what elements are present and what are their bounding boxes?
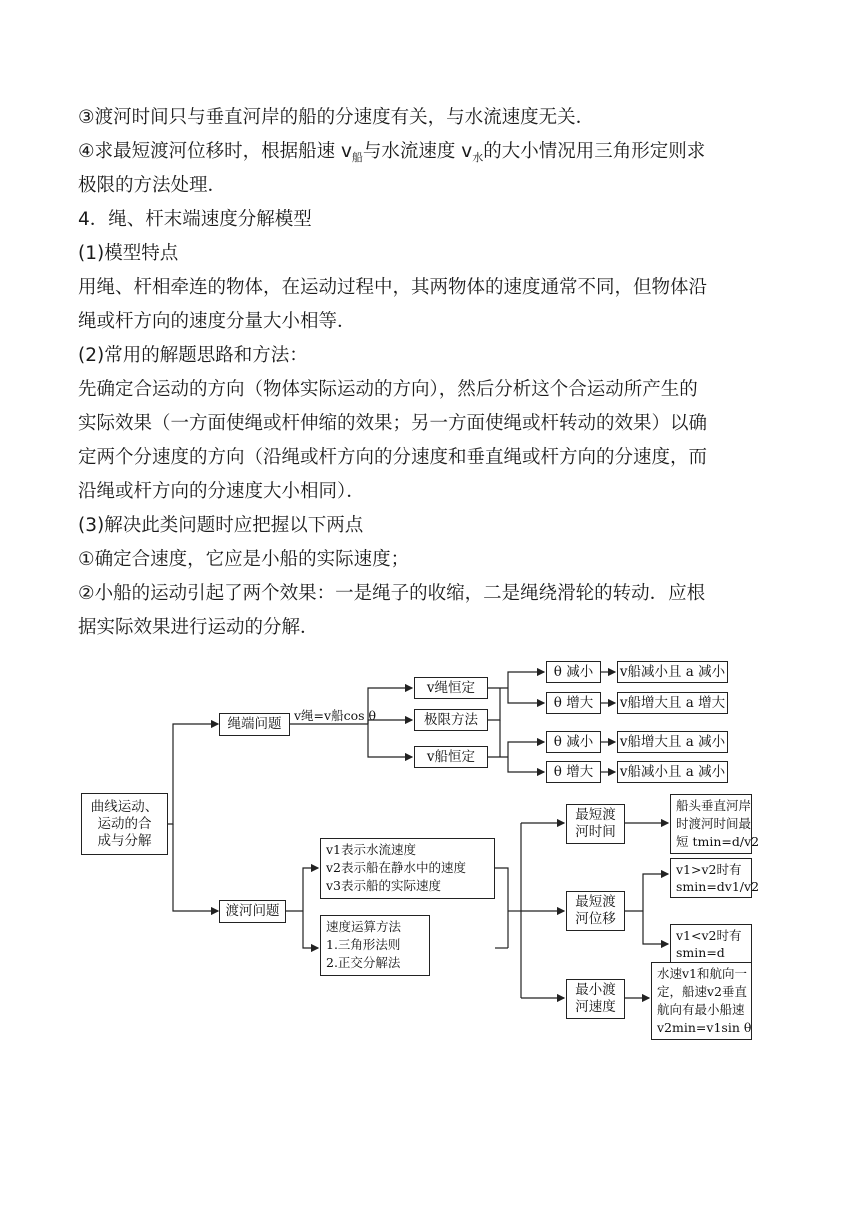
rope-formula: v绳=v船cos θ xyxy=(294,708,377,723)
result-label: v船增大且 a 增大 xyxy=(619,694,726,711)
root-line: 运动的合 xyxy=(97,815,152,832)
condition-node xyxy=(546,761,601,783)
method-line: 2.正交分解法 xyxy=(326,955,401,970)
case2-line: v1<v2时有 xyxy=(676,928,742,943)
def-line: v1表示水流速度 xyxy=(326,842,417,857)
root-node xyxy=(81,793,168,855)
condition-label: θ 减小 xyxy=(553,733,594,750)
text-fragment: ④求最短渡河位移时，根据船速 v xyxy=(78,141,352,162)
velocity-defs-node xyxy=(320,838,495,899)
result-node xyxy=(617,661,728,683)
case2-line: smin=d xyxy=(676,945,725,960)
section-heading: 4．绳、杆末端速度分解模型 xyxy=(78,209,312,230)
min-speed-desc-line: 水速v1和航向一 xyxy=(657,966,748,981)
result-node xyxy=(617,692,728,714)
text-line: 实际效果（一方面使绳或杆伸缩的效果；另一方面使绳或杆转动的效果）以确 xyxy=(78,413,708,434)
result-node xyxy=(617,731,728,753)
river-problem-node xyxy=(219,900,286,923)
min-speed-label: 河速度 xyxy=(575,999,616,1015)
result-node xyxy=(617,761,728,783)
def-line: v2表示船在静水中的速度 xyxy=(326,860,467,875)
rope-const-node xyxy=(414,677,488,699)
def-line: v3表示船的实际速度 xyxy=(326,878,442,893)
min-speed-desc-line: 航向有最小船速 xyxy=(657,1002,745,1017)
text-line: 沿绳或杆方向的分速度大小相同）． xyxy=(78,481,365,502)
min-disp-label: 最短渡 xyxy=(575,894,616,910)
result-label: v船减小且 a 减小 xyxy=(619,763,726,780)
text-line: 据实际效果进行运动的分解． xyxy=(78,617,319,638)
min-speed-desc-node xyxy=(651,962,752,1040)
limit-method-node xyxy=(414,709,488,731)
text-line: 极限的方法处理． xyxy=(78,175,227,196)
condition-node xyxy=(546,731,601,753)
condition-label: θ 增大 xyxy=(553,694,594,711)
min-time-desc-node xyxy=(670,794,760,854)
body-text xyxy=(78,101,778,645)
result-label: v船增大且 a 减小 xyxy=(619,733,726,750)
rope-const-label: v绳恒定 xyxy=(426,679,476,696)
method-node xyxy=(320,915,430,976)
min-time-desc-line: 船头垂直河岸 xyxy=(676,798,752,813)
result-label: v船减小且 a 减小 xyxy=(619,663,726,680)
text-fragment: 的大小情况用三角形定则求 xyxy=(483,141,706,162)
method-line: 速度运算方法 xyxy=(326,919,402,934)
min-time-label: 河时间 xyxy=(575,824,616,840)
root-line: 曲线运动、 xyxy=(90,798,159,815)
text-line: ①确定合速度，它应是小船的实际速度； xyxy=(78,549,410,570)
text-line: 定两个分速度的方向（沿绳或杆方向的分速度和垂直绳或杆方向的分速度，而 xyxy=(78,447,708,468)
min-speed-desc-line: v2min=v1sin θ xyxy=(657,1020,752,1035)
case1-line: smin=dv1/v2 xyxy=(676,879,760,894)
subscript: 水 xyxy=(472,151,484,164)
text-line: (1)模型特点 xyxy=(78,243,179,264)
rope-problem-node xyxy=(219,713,290,736)
min-disp-label: 河位移 xyxy=(575,911,616,927)
text-line: ③渡河时间只与垂直河岸的船的分速度有关，与水流速度无关． xyxy=(78,107,595,128)
text-line: 用绳、杆相牵连的物体，在运动过程中，其两物体的速度通常不同，但物体沿 xyxy=(78,277,708,298)
min-disp-node xyxy=(566,891,625,931)
condition-node xyxy=(546,661,601,683)
text-line: 先确定合运动的方向（物体实际运动的方向），然后分析这个合运动所产生的 xyxy=(78,379,698,400)
min-time-desc-line: 时渡河时间最 xyxy=(676,816,752,831)
condition-label: θ 减小 xyxy=(553,663,594,680)
root-line: 成与分解 xyxy=(97,832,152,849)
text-line: ②小船的运动引起了两个效果：一是绳子的收缩，二是绳绕滑轮的转动．应根 xyxy=(78,583,706,604)
rope-problem-label: 绳端问题 xyxy=(227,716,282,732)
method-line: 1.三角形法则 xyxy=(326,937,401,952)
min-time-node xyxy=(566,804,625,844)
boat-const-node xyxy=(414,746,488,768)
min-time-desc-line: 短 tmin=d/v2 xyxy=(676,834,760,849)
min-speed-node xyxy=(566,979,625,1019)
text-line xyxy=(78,135,778,169)
case1-line: v1>v2时有 xyxy=(676,862,742,877)
text-line: (2)常用的解题思路和方法： xyxy=(78,345,308,366)
text-fragment: 与水流速度 v xyxy=(362,141,473,162)
min-speed-label: 最小渡 xyxy=(575,982,616,998)
subscript: 船 xyxy=(351,151,363,164)
boat-const-label: v船恒定 xyxy=(426,748,476,765)
condition-label: θ 增大 xyxy=(553,763,594,780)
min-speed-desc-line: 定，船速v2垂直 xyxy=(657,984,748,999)
text-line: 绳或杆方向的速度分量大小相等． xyxy=(78,311,356,332)
min-time-label: 最短渡 xyxy=(575,807,616,823)
condition-node xyxy=(546,692,601,714)
text-line: (3)解决此类问题时应把握以下两点 xyxy=(78,515,364,536)
river-problem-label: 渡河问题 xyxy=(225,903,280,919)
limit-method-label: 极限方法 xyxy=(424,711,478,728)
case2-node xyxy=(670,924,752,964)
case1-node xyxy=(670,858,760,898)
concept-map xyxy=(78,658,760,1043)
